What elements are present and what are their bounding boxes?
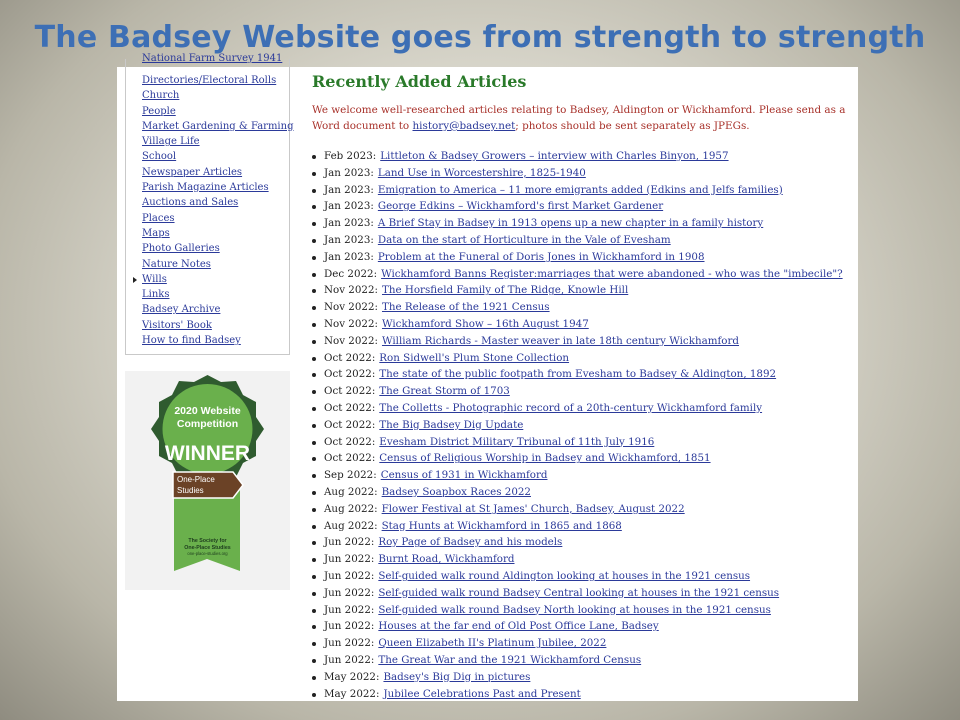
sidebar-link[interactable]: Parish Magazine Articles bbox=[142, 182, 269, 194]
article-item bbox=[312, 635, 843, 652]
article-date: Nov 2022: bbox=[324, 317, 378, 330]
sidebar-item bbox=[142, 272, 293, 287]
sidebar-item bbox=[142, 134, 293, 149]
article-date: Nov 2022: bbox=[324, 301, 378, 314]
bullet-icon bbox=[312, 205, 316, 209]
article-link[interactable]: Houses at the far end of Old Post Office Lane, Badsey bbox=[378, 620, 659, 633]
article-link[interactable]: Self-guided walk round Badsey North looking at houses in the 1921 census bbox=[378, 603, 771, 616]
article-date: Oct 2022: bbox=[324, 452, 376, 465]
article-item bbox=[312, 568, 843, 585]
badge-sign-line1: One-Place bbox=[177, 475, 215, 484]
bullet-icon bbox=[312, 155, 316, 159]
article-date: Jun 2022: bbox=[324, 553, 375, 566]
sidebar-item bbox=[142, 318, 293, 333]
badge-ribbon-line1: The Society for bbox=[188, 538, 227, 544]
bullet-icon bbox=[312, 625, 316, 629]
article-date: Jan 2023: bbox=[324, 217, 374, 230]
bullet-icon bbox=[312, 222, 316, 226]
competition-badge bbox=[125, 371, 290, 590]
article-date: Aug 2022: bbox=[324, 502, 378, 515]
bullet-icon bbox=[312, 390, 316, 394]
bullet-icon bbox=[312, 239, 316, 243]
sidebar-nav bbox=[125, 53, 294, 355]
sidebar-item bbox=[142, 88, 293, 103]
sidebar-item bbox=[142, 104, 293, 119]
sidebar-link[interactable]: Auctions and Sales bbox=[142, 197, 239, 209]
article-date: Jun 2022: bbox=[324, 653, 375, 666]
bullet-icon bbox=[312, 289, 316, 293]
article-date: Oct 2022: bbox=[324, 418, 376, 431]
article-link[interactable]: Littleton & Badsey Growers – interview with Charles Binyon, 1957 bbox=[380, 150, 729, 162]
sidebar-link[interactable]: Wills bbox=[142, 273, 167, 285]
article-date: Oct 2022: bbox=[324, 385, 376, 398]
sidebar-item bbox=[142, 180, 293, 195]
bullet-icon bbox=[312, 172, 316, 176]
article-date: May 2022: bbox=[324, 687, 380, 700]
article-link[interactable]: Census of Religious Worship in Badsey and Wickhamford, 1851 bbox=[379, 452, 711, 465]
article-link[interactable]: The Horsfield Family of The Ridge, Knowle Hill bbox=[381, 284, 629, 297]
article-link[interactable]: Land Use in Worcestershire, 1825-1940 bbox=[377, 166, 586, 179]
sidebar-link[interactable]: People bbox=[142, 105, 176, 117]
article-date: Jun 2022: bbox=[324, 620, 375, 633]
article-date: Oct 2022: bbox=[324, 368, 376, 381]
article-date: Jan 2023: bbox=[324, 166, 374, 179]
article-date: Jan 2023: bbox=[324, 233, 374, 246]
sidebar-link[interactable]: Links bbox=[142, 289, 170, 301]
sidebar-link[interactable]: Market Gardening & Farming bbox=[142, 120, 294, 132]
article-date: Jan 2023: bbox=[324, 250, 374, 263]
article-item bbox=[312, 165, 843, 182]
article-item bbox=[312, 316, 843, 333]
article-item bbox=[312, 215, 843, 232]
bullet-icon bbox=[312, 373, 316, 377]
article-item bbox=[312, 350, 843, 367]
article-date: Jun 2022: bbox=[324, 603, 375, 616]
article-link[interactable]: Wickhamford Banns Register:marriages that were abandoned - who was the "imbecile"? bbox=[381, 267, 843, 280]
article-item bbox=[312, 266, 843, 283]
article-link[interactable]: Flower Festival at St James' Church, Badsey, August 2022 bbox=[381, 502, 685, 515]
article-link[interactable]: Stag Hunts at Wickhamford in 1865 and 1868 bbox=[381, 519, 622, 532]
article-date: Jun 2022: bbox=[324, 569, 375, 582]
article-item bbox=[312, 400, 843, 417]
article-date: May 2022: bbox=[324, 670, 380, 683]
article-link[interactable]: Problem at the Funeral of Doris Jones in Wickhamford in 1908 bbox=[377, 250, 705, 263]
article-item bbox=[312, 366, 843, 383]
article-item bbox=[312, 669, 843, 686]
sidebar-item bbox=[142, 195, 293, 210]
article-link[interactable]: Roy Page of Badsey and his models bbox=[378, 536, 563, 549]
bullet-icon bbox=[312, 541, 316, 545]
badge-sign-line2: Studies bbox=[177, 486, 204, 495]
article-date: Oct 2022: bbox=[324, 401, 376, 414]
article-date: Nov 2022: bbox=[324, 334, 378, 347]
badge-ribbon bbox=[174, 489, 240, 571]
bullet-icon bbox=[312, 407, 316, 411]
article-item bbox=[312, 484, 843, 501]
article-link[interactable]: The Big Badsey Dig Update bbox=[379, 418, 524, 431]
badge-line1: 2020 Website bbox=[174, 405, 241, 417]
article-link[interactable]: Census of 1931 in Wickhamford bbox=[380, 469, 548, 482]
article-link[interactable]: The Great War and the 1921 Wickhamford Census bbox=[378, 653, 642, 666]
article-date: Jan 2023: bbox=[324, 200, 374, 213]
article-link[interactable]: Data on the start of Horticulture in the Vale of Evesham bbox=[377, 233, 671, 246]
article-link[interactable]: William Richards - Master weaver in late 18th century Wickhamford bbox=[381, 334, 740, 347]
website-screenshot bbox=[117, 53, 858, 701]
article-date: Jun 2022: bbox=[324, 586, 375, 599]
sidebar-item bbox=[142, 257, 293, 272]
article-item bbox=[312, 602, 843, 619]
article-link[interactable]: The Great Storm of 1703 bbox=[379, 385, 510, 398]
bullet-icon bbox=[312, 508, 316, 512]
sidebar-item bbox=[142, 287, 293, 302]
article-item bbox=[312, 534, 843, 551]
article-item bbox=[312, 232, 843, 249]
article-list bbox=[312, 148, 843, 702]
bullet-icon bbox=[312, 256, 316, 260]
winner-badge-icon bbox=[125, 371, 290, 590]
article-link[interactable]: Self-guided walk round Badsey Central looking at houses in the 1921 census bbox=[378, 586, 780, 599]
article-link[interactable]: The state of the public footpath from Evesham to Badsey & Aldington, 1892 bbox=[379, 368, 777, 381]
article-date: Jan 2023: bbox=[324, 183, 374, 196]
bullet-icon bbox=[312, 340, 316, 344]
sidebar-item bbox=[142, 333, 293, 348]
bullet-icon bbox=[312, 642, 316, 646]
badge-line2: Competition bbox=[176, 418, 239, 430]
badge-ribbon-line3: one-place-studies.org bbox=[187, 551, 228, 556]
article-link[interactable]: Evesham District Military Tribunal of 11th July 1916 bbox=[379, 435, 655, 448]
sidebar-item bbox=[142, 119, 293, 134]
article-date: Sep 2022: bbox=[324, 469, 377, 482]
article-link[interactable]: Badsey's Big Dig in pictures bbox=[383, 670, 531, 683]
article-date: Aug 2022: bbox=[324, 485, 378, 498]
arrow-right-icon bbox=[133, 277, 137, 283]
email-link[interactable]: history@badsey.net bbox=[412, 120, 516, 132]
bullet-icon bbox=[312, 357, 316, 361]
slide-title: The Badsey Website goes from strength to strength bbox=[34, 20, 926, 55]
article-item bbox=[312, 182, 843, 199]
article-link[interactable]: Ron Sidwell's Plum Stone Collection bbox=[379, 351, 570, 364]
article-date: Oct 2022: bbox=[324, 435, 376, 448]
sidebar-link[interactable]: Nature Notes bbox=[142, 258, 211, 270]
bullet-icon bbox=[312, 457, 316, 461]
sidebar-link[interactable]: School bbox=[142, 151, 177, 163]
article-date: Jun 2022: bbox=[324, 637, 375, 650]
article-item bbox=[312, 282, 843, 299]
article-item bbox=[312, 383, 843, 400]
article-link[interactable]: George Edkins – Wickhamford's first Market Gardener bbox=[377, 200, 664, 213]
article-link[interactable]: Self-guided walk round Aldington looking at houses in the 1921 census bbox=[378, 569, 751, 582]
article-item bbox=[312, 148, 843, 165]
article-date: Aug 2022: bbox=[324, 519, 378, 532]
article-item bbox=[312, 618, 843, 635]
bullet-icon bbox=[312, 189, 316, 193]
article-item bbox=[312, 686, 843, 703]
bullet-icon bbox=[312, 474, 316, 478]
article-item bbox=[312, 198, 843, 215]
sidebar-item bbox=[142, 211, 293, 226]
sidebar-link[interactable]: Maps bbox=[142, 227, 170, 239]
article-item bbox=[312, 585, 843, 602]
article-link[interactable]: A Brief Stay in Badsey in 1913 opens up a new chapter in a family history bbox=[377, 217, 764, 230]
bullet-icon bbox=[312, 676, 316, 680]
article-link[interactable]: Wickhamford Show – 16th August 1947 bbox=[381, 317, 589, 330]
badge-winner-text: WINNER bbox=[164, 442, 251, 465]
sidebar-item bbox=[142, 165, 293, 180]
intro-before: We welcome well-researched articles relating to Badsey, Aldington or Wickhamford. Please send as a Word document to bbox=[312, 104, 846, 132]
sidebar-link[interactable]: Places bbox=[142, 212, 175, 224]
sidebar-item bbox=[142, 73, 293, 88]
article-item bbox=[312, 249, 843, 266]
sidebar-link[interactable]: Badsey Archive bbox=[142, 304, 221, 316]
bullet-icon bbox=[312, 424, 316, 428]
article-item bbox=[312, 652, 843, 669]
sidebar-link[interactable]: Visitors' Book bbox=[142, 319, 212, 331]
sidebar-item bbox=[142, 149, 293, 164]
article-item bbox=[312, 467, 843, 484]
bullet-icon bbox=[312, 441, 316, 445]
bullet-icon bbox=[312, 491, 316, 495]
bullet-icon bbox=[312, 273, 316, 277]
article-link[interactable]: The Release of the 1921 Census bbox=[381, 301, 550, 314]
article-item bbox=[312, 434, 843, 451]
article-item bbox=[312, 333, 843, 350]
article-date: Feb 2023: bbox=[324, 150, 377, 162]
badge-ribbon-line2: One-Place Studies bbox=[184, 545, 231, 551]
article-item bbox=[312, 551, 843, 568]
bullet-icon bbox=[312, 609, 316, 613]
bullet-icon bbox=[312, 659, 316, 663]
sidebar-item bbox=[142, 241, 293, 256]
article-item bbox=[312, 299, 843, 316]
sidebar-link[interactable]: Newspaper Articles bbox=[142, 166, 243, 178]
sidebar-link[interactable]: Church bbox=[142, 90, 180, 102]
article-link[interactable]: Badsey Soapbox Races 2022 bbox=[381, 485, 531, 498]
section-title: Recently Added Articles bbox=[312, 72, 527, 91]
intro-text bbox=[312, 102, 852, 134]
article-date: Jun 2022: bbox=[324, 536, 375, 549]
intro-after: ; photos should be sent separately as JPEGs. bbox=[515, 120, 750, 132]
article-link[interactable]: Burnt Road, Wickhamford bbox=[378, 553, 515, 566]
sidebar-link[interactable]: Photo Galleries bbox=[142, 243, 220, 255]
bullet-icon bbox=[312, 592, 316, 596]
article-date: Dec 2022: bbox=[324, 267, 378, 280]
article-item bbox=[312, 501, 843, 518]
sidebar-item bbox=[142, 302, 293, 317]
bullet-icon bbox=[312, 693, 316, 697]
article-link[interactable]: Queen Elizabeth II's Platinum Jubilee, 2022 bbox=[378, 637, 607, 650]
bullet-icon bbox=[312, 525, 316, 529]
article-item bbox=[312, 450, 843, 467]
sidebar-link[interactable]: How to find Badsey bbox=[142, 335, 241, 347]
article-link[interactable]: Emigration to America – 11 more emigrants added (Edkins and Jelfs families) bbox=[377, 183, 783, 196]
article-date: Oct 2022: bbox=[324, 351, 376, 364]
article-link[interactable]: Jubilee Celebrations Past and Present bbox=[383, 687, 581, 700]
sidebar-link[interactable]: Village Life bbox=[142, 136, 200, 148]
bullet-icon bbox=[312, 306, 316, 310]
bullet-icon bbox=[312, 323, 316, 327]
sidebar-nav-list bbox=[142, 53, 294, 348]
article-date: Nov 2022: bbox=[324, 284, 378, 297]
article-item bbox=[312, 518, 843, 535]
bullet-icon bbox=[312, 558, 316, 562]
sidebar-link[interactable]: Directories/Electoral Rolls bbox=[142, 75, 277, 86]
sidebar-item bbox=[142, 53, 293, 73]
article-link[interactable]: The Colletts - Photographic record of a 20th-century Wickhamford family bbox=[379, 401, 763, 414]
sidebar-item bbox=[142, 226, 293, 241]
article-item bbox=[312, 417, 843, 434]
sidebar-link[interactable]: National Farm Survey 1941 bbox=[142, 53, 283, 64]
bullet-icon bbox=[312, 575, 316, 579]
